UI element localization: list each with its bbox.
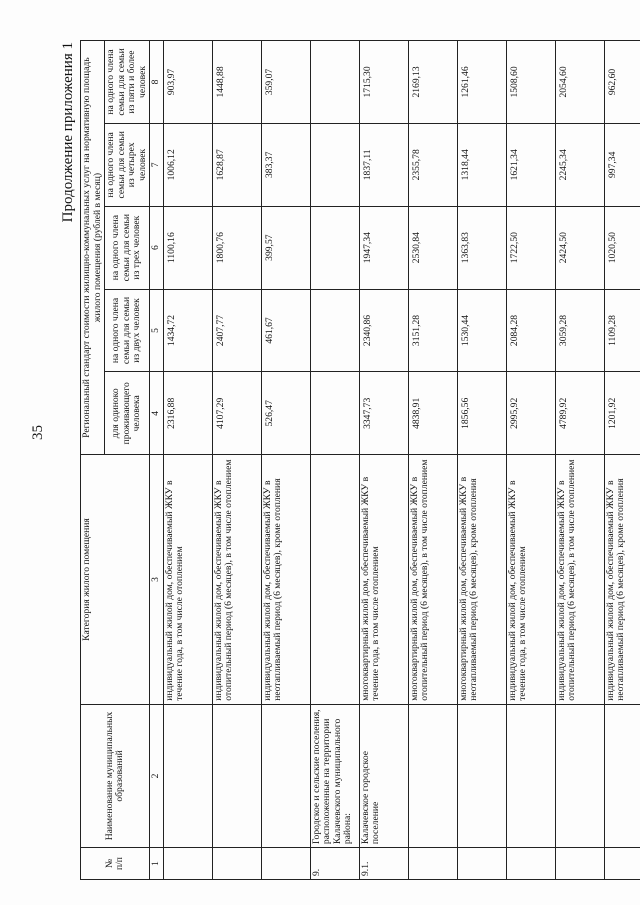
row-value: 1837,11 [359, 123, 408, 206]
header-col5: на одного члена семьи для семьи из двух человек [105, 289, 150, 372]
row-category: индивидуальный жилой дом, обеспечиваемый ЖКУ в отопительный период (6 месяцев), в том числе отоплением [555, 455, 604, 705]
row-value: 1621,34 [506, 123, 555, 206]
row-value: 1628,87 [212, 123, 261, 206]
row-value: 1947,34 [359, 206, 408, 289]
header-standard: Региональный стандарт стоимости жилищно-коммунальных услуг на нормативную площадь жилого помещения (рублей в месяц) [81, 41, 105, 455]
table-body [163, 41, 640, 880]
row-value: 3059,28 [555, 289, 604, 372]
row-value [310, 289, 359, 372]
row-value [310, 372, 359, 455]
tariff-table [80, 40, 640, 880]
row-category [310, 455, 359, 705]
row-municipality [506, 704, 555, 847]
row-value: 997,34 [604, 123, 640, 206]
row-value: 1434,72 [163, 289, 212, 372]
table-row [457, 41, 506, 880]
appendix-title: Продолжение приложения 1 [60, 42, 76, 223]
row-value: 1448,88 [212, 41, 261, 124]
page-number: 35 [30, 425, 46, 440]
row-value [310, 206, 359, 289]
row-number [212, 848, 261, 880]
row-value [310, 41, 359, 124]
row-category: многоквартирный жилой дом, обеспечиваемый ЖКУ в отопительный период (6 месяцев), в том числе отоплением [408, 455, 457, 705]
table-row [359, 41, 408, 880]
row-value: 526,47 [261, 372, 310, 455]
row-number [163, 848, 212, 880]
row-category: индивидуальный жилой дом, обеспечиваемый ЖКУ в неотапливаемый период (6 месяцев), кроме отопления [604, 455, 640, 705]
table-row [506, 41, 555, 880]
row-category: индивидуальный жилой дом, обеспечиваемый ЖКУ в течение года, в том числе отоплением [506, 455, 555, 705]
row-value [310, 123, 359, 206]
col-number: 4 [150, 372, 164, 455]
row-value: 1318,44 [457, 123, 506, 206]
row-value: 1530,44 [457, 289, 506, 372]
header-category: Категория жилого помещения [81, 455, 150, 705]
row-value: 3151,28 [408, 289, 457, 372]
row-value: 399,57 [261, 206, 310, 289]
row-municipality [555, 704, 604, 847]
row-value: 1201,92 [604, 372, 640, 455]
col-number: 8 [150, 41, 164, 124]
row-value: 1508,60 [506, 41, 555, 124]
row-municipality [408, 704, 457, 847]
row-category: индивидуальный жилой дом, обеспечиваемый ЖКУ в неотапливаемый период (6 месяцев), кроме отопления [261, 455, 310, 705]
row-municipality [604, 704, 640, 847]
col-number: 5 [150, 289, 164, 372]
row-value: 1722,50 [506, 206, 555, 289]
row-value: 383,37 [261, 123, 310, 206]
row-value: 1261,46 [457, 41, 506, 124]
row-number [408, 848, 457, 880]
row-value: 2407,77 [212, 289, 261, 372]
row-number [604, 848, 640, 880]
table-row [163, 41, 212, 880]
table-row [310, 41, 359, 880]
table-row [212, 41, 261, 880]
row-municipality [212, 704, 261, 847]
header-col4: для одиноко проживающего человека [105, 372, 150, 455]
row-value: 1715,30 [359, 41, 408, 124]
row-number [261, 848, 310, 880]
row-value: 1006,12 [163, 123, 212, 206]
col-number: 6 [150, 206, 164, 289]
row-value: 1800,76 [212, 206, 261, 289]
row-value: 4789,92 [555, 372, 604, 455]
row-value: 1100,16 [163, 206, 212, 289]
row-value: 4107,29 [212, 372, 261, 455]
row-number [555, 848, 604, 880]
row-number [506, 848, 555, 880]
row-category: индивидуальный жилой дом, обеспечиваемый ЖКУ в течение года, в том числе отоплением [163, 455, 212, 705]
col-number: 7 [150, 123, 164, 206]
header-col7: на одного члена семьи для семьи из четырех человек [105, 123, 150, 206]
header-no: № п/п [81, 848, 150, 880]
row-value: 2316,88 [163, 372, 212, 455]
row-municipality: Калачевское городское поселение [359, 704, 408, 847]
row-value: 2355,78 [408, 123, 457, 206]
row-municipality: Городское и сельские поселения, расположенные на территории Калачевского муниципального района: [310, 704, 359, 847]
row-value: 1020,50 [604, 206, 640, 289]
row-value: 359,07 [261, 41, 310, 124]
rotated-content [60, 40, 627, 880]
row-municipality [457, 704, 506, 847]
row-value: 2245,34 [555, 123, 604, 206]
row-value: 2530,84 [408, 206, 457, 289]
table-row [555, 41, 604, 880]
header-name: Наименование муниципальных образований [81, 704, 150, 847]
row-value: 1109,28 [604, 289, 640, 372]
row-category: многоквартирный жилой дом, обеспечиваемый ЖКУ в течение года, в том числе отоплением [359, 455, 408, 705]
table-row [261, 41, 310, 880]
row-number: 9. [310, 848, 359, 880]
row-municipality [261, 704, 310, 847]
row-value: 2054,60 [555, 41, 604, 124]
row-number [457, 848, 506, 880]
row-value: 1363,83 [457, 206, 506, 289]
table-row [408, 41, 457, 880]
row-value: 4838,91 [408, 372, 457, 455]
row-value: 3347,73 [359, 372, 408, 455]
row-value: 962,60 [604, 41, 640, 124]
header-col8: на одного члена семьи для семьи из пяти и более человек [105, 41, 150, 124]
row-value: 2084,28 [506, 289, 555, 372]
row-value: 461,67 [261, 289, 310, 372]
header-col6: на одного члена семьи для семьи из трех человек [105, 206, 150, 289]
row-municipality [163, 704, 212, 847]
row-value: 1856,56 [457, 372, 506, 455]
row-value: 2995,92 [506, 372, 555, 455]
row-number: 9.1. [359, 848, 408, 880]
table-row [604, 41, 640, 880]
row-value: 2169,13 [408, 41, 457, 124]
row-value: 903,97 [163, 41, 212, 124]
col-number: 1 [150, 848, 164, 880]
col-number: 3 [150, 455, 164, 705]
row-category: индивидуальный жилой дом, обеспечиваемый ЖКУ в отопительный период (6 месяцев), в том числе отоплением [212, 455, 261, 705]
row-category: многоквартирный жилой дом, обеспечиваемый ЖКУ в неотапливаемый период (6 месяцев), кроме отопления [457, 455, 506, 705]
row-value: 2340,86 [359, 289, 408, 372]
row-value: 2424,50 [555, 206, 604, 289]
col-number: 2 [150, 704, 164, 847]
